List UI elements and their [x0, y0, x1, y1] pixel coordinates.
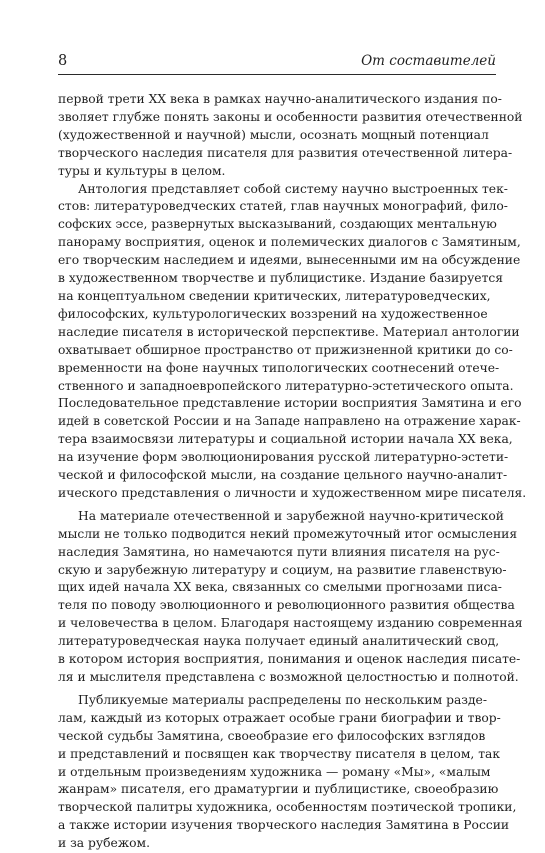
text-line: и представлений и посвящен как творчеству писателя в целом, так [58, 746, 501, 761]
running-header [58, 48, 496, 75]
text-line: временности на фоне научных типологических соотнесений отече- [58, 360, 500, 375]
section-title: От составителей [361, 53, 496, 69]
text-line: творческой палитры художника, особенностям поэтической тропики, [58, 800, 517, 815]
text-line: ческой судьбы Замятина, своеобразие его философских взглядов [58, 728, 486, 743]
text-line: Публикуемые материалы распределены по нескольким разде- [78, 692, 487, 707]
text-line: На материале отечественной и зарубежной научно-критической [78, 508, 504, 523]
text-line: идей в советской России и на Западе направлено на отражение харак- [58, 414, 521, 429]
text-line: мысли не только подводится некий промежуточный итог осмысления [58, 526, 518, 541]
text-line: лам, каждый из которых отражает особые грани биографии и твор- [58, 710, 501, 725]
text-line: его творческим наследием и идеями, вынесенными им на обсуждение [58, 253, 521, 268]
text-line: и за рубежом. [58, 836, 151, 851]
body-text [58, 91, 527, 853]
text-line: на концептуальном сведении критических, литературоведческих, [58, 288, 491, 303]
text-line: ственного и западноевропейского литературно-эстетического опыта. [58, 378, 514, 393]
text-line: литературоведческая наука получает единый аналитический свод, [58, 634, 500, 649]
text-line: панораму восприятия, оценок и полемических диалогов с Замятиным, [58, 235, 521, 250]
paragraph [58, 692, 517, 853]
text-line: ческой и философской мысли, на создание цельного научно-аналит- [58, 468, 508, 483]
text-line: софских эссе, развернутых высказываний, создающих ментальную [58, 217, 497, 232]
text-line: зволяет глубже понять законы и особенности развития отечественной [58, 109, 523, 124]
paragraph [58, 181, 527, 503]
text-line: щих идей начала XX века, связанных со смелыми прогнозами писа- [58, 580, 502, 595]
text-line: скую и зарубежную литературу и социум, на развитие главенствую- [58, 562, 507, 577]
text-line: (художественной и научной) мысли, осознать мощный потенциал [58, 127, 489, 142]
text-line: жанрам» писателя, его драматургии и публицистике, своеобразию [58, 782, 499, 797]
paragraph [58, 508, 523, 687]
text-line: в котором история восприятия, понимания и оценок наследия писате- [58, 652, 521, 667]
text-line: и человечества в целом. Благодаря настоящему изданию современная [58, 616, 523, 631]
text-line: в художественном творчестве и публицистике. Издание базируется [58, 271, 504, 286]
text-line: ического представления о личности и художественном мире писателя. [58, 485, 527, 500]
text-line: наследия Замятина, но намечаются пути влияния писателя на рус- [58, 544, 500, 559]
text-line: философских, культурологических воззрений на художественное [58, 306, 488, 321]
text-line: ля и мыслителя представлена с возможной целостностью и полнотой. [58, 670, 519, 684]
text-line: первой трети XX века в рамках научно-аналитического издания по- [58, 92, 502, 106]
document-page [58, 48, 527, 853]
text-line: охватывает обширное пространство от прижизненной критики до со- [58, 342, 513, 357]
text-line: наследие писателя в исторической перспективе. Материал антологии [58, 324, 520, 339]
text-line: туры и культуры в целом. [58, 163, 226, 178]
page-number: 8 [58, 53, 68, 69]
text-line: творческого наследия писателя для развития отечественной литера- [58, 145, 513, 160]
paragraph [58, 91, 523, 181]
text-line: стов: литературоведческих статей, глав научных монографий, фило- [58, 199, 508, 214]
text-line: Последовательное представление истории восприятия Замятина и его [58, 396, 522, 411]
text-line: на изучение форм эволюционирования русской литературно-эстети- [58, 450, 509, 465]
text-line: Антология представляет собой систему научно выстроенных тек- [78, 181, 508, 196]
text-line: теля по поводу эволюционного и революционного развития общества [58, 598, 515, 613]
text-line: и отдельным произведениям художника — роману «Мы», «малым [58, 764, 491, 779]
text-line: а также истории изучения творческого наследия Замятина в России [58, 818, 510, 833]
text-line: тера взаимосвязи литературы и социальной истории начала XX века, [58, 432, 513, 447]
